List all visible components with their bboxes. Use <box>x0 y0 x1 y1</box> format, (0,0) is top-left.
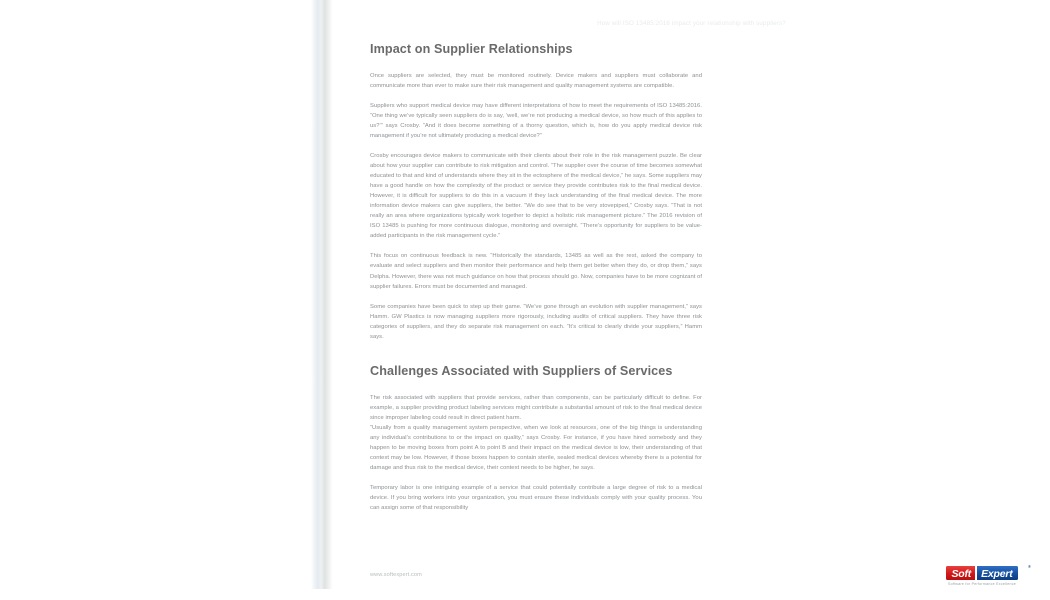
document-page <box>333 0 1050 600</box>
registered-trademark-icon: ® <box>1028 563 1031 569</box>
softexpert-logo-mark <box>936 563 1031 581</box>
softexpert-logo-soft-text: Soft <box>945 565 976 581</box>
page-content-column <box>370 42 702 513</box>
paragraph: Crosby encourages device makers to communicate with their clients about their role in the risk management puzzle. Be clear about how your supplier can contribute to risk mitigation and control. “The supplier over the course of time becomes somewhat educated to that and kind of understands where they sit in the ectosphere of the medical device,” he says. Some suppliers may have a good handle on how the complexity of the product or service they provide contributes risk to the final medical device. However, it is difficult for suppliers to do this in a vacuum if they lack understanding of the final medical device. The more information device makers can give suppliers, the better. “We do see that to be very stovepiped,” Crosby says. “That is not really an area where organizations typically work together to depict a holistic risk management picture.” The 2016 revision of ISO 13485 is pushing for more continuous dialogue, monitoring and oversight. “There’s opportunity for suppliers to be value-added participants in the risk management cycle.” <box>370 153 702 240</box>
softexpert-logo <box>936 563 1031 587</box>
paragraph: The risk associated with suppliers that provide services, rather than components, can be particularly difficult to define. For example, a supplier providing product labeling services might contribute a substantial amount of risk to the final medical device since improper labeling could result in direct patient harm. <box>370 394 702 421</box>
page-spine-foot <box>311 589 333 600</box>
page-spine-divider <box>311 0 333 589</box>
section-heading-impact-on-supplier-relationships: Impact on Supplier Relationships <box>370 42 573 56</box>
paragraph: Once suppliers are selected, they must be monitored routinely. Device makers and suppliers must collaborate and communicate more than ever to make sure their risk management and quality management systems are compatible. <box>370 72 702 89</box>
footer-website-url: www.softexpert.com <box>370 572 422 578</box>
section-heading-challenges-associated-with-suppliers-of-services: Challenges Associated with Suppliers of Services <box>370 363 673 378</box>
softexpert-logo-tagline: Software for Performance Excellence <box>947 582 1017 586</box>
running-header: How will ISO 13485:2016 impact your relationship with suppliers? <box>597 20 786 27</box>
softexpert-logo-expert-text: Expert <box>976 565 1018 581</box>
paragraph: “Usually from a quality management system perspective, when we look at resources, one of the big things is understanding any individual’s contributions to or the impact on quality,” says Crosby. For instance, if you have hired somebody and they happen to be moving boxes from point A to point B and their impact on the medical device is low, their understanding of that context may be low. However, if those boxes happen to contain sterile, sealed medical devices whereby there is a potential for damage and thus risk to the medical device, their context needs to be higher, he says. <box>370 424 702 471</box>
page-footer <box>370 548 1031 588</box>
paragraph: Suppliers who support medical device may have different interpretations of how to meet the requirements of ISO 13485:2016. “One thing we’ve typically seen suppliers do is say, ‘well, we’re not producing a medical device, so how much of this applies to us?’” says Crosby. “And it does become something of a thorny question, which is, how do you apply medical device risk management if you’re not ultimately producing a medical device?” <box>370 102 702 139</box>
paragraph: Temporary labor is one intriguing example of a service that could potentially contribute a large degree of risk to a medical device. If you bring workers into your organization, you must ensure these individuals comply with your quality process. You can assign some of that responsibility <box>370 484 702 512</box>
paragraph: Some companies have been quick to step up their game. “We’ve gone through an evolution with supplier management,” says Hamm. GW Plastics is now managing suppliers more rigorously, including audits of critical suppliers. They have three risk categories of suppliers, and they do separate risk management on each. “It’s critical to clearly divide your suppliers,” Hamm says. <box>370 303 702 340</box>
paragraph: This focus on continuous feedback is new. “Historically the standards, 13485 as well as the rest, asked the company to evaluate and select suppliers and then monitor their performance and help them get better when they do, or drop them,” says Delpha. However, there was not much guidance on how that process should go. Now, companies have to be more cognizant of supplier failures. Errors must be documented and managed. <box>370 253 702 290</box>
previous-page-surface <box>0 0 311 600</box>
